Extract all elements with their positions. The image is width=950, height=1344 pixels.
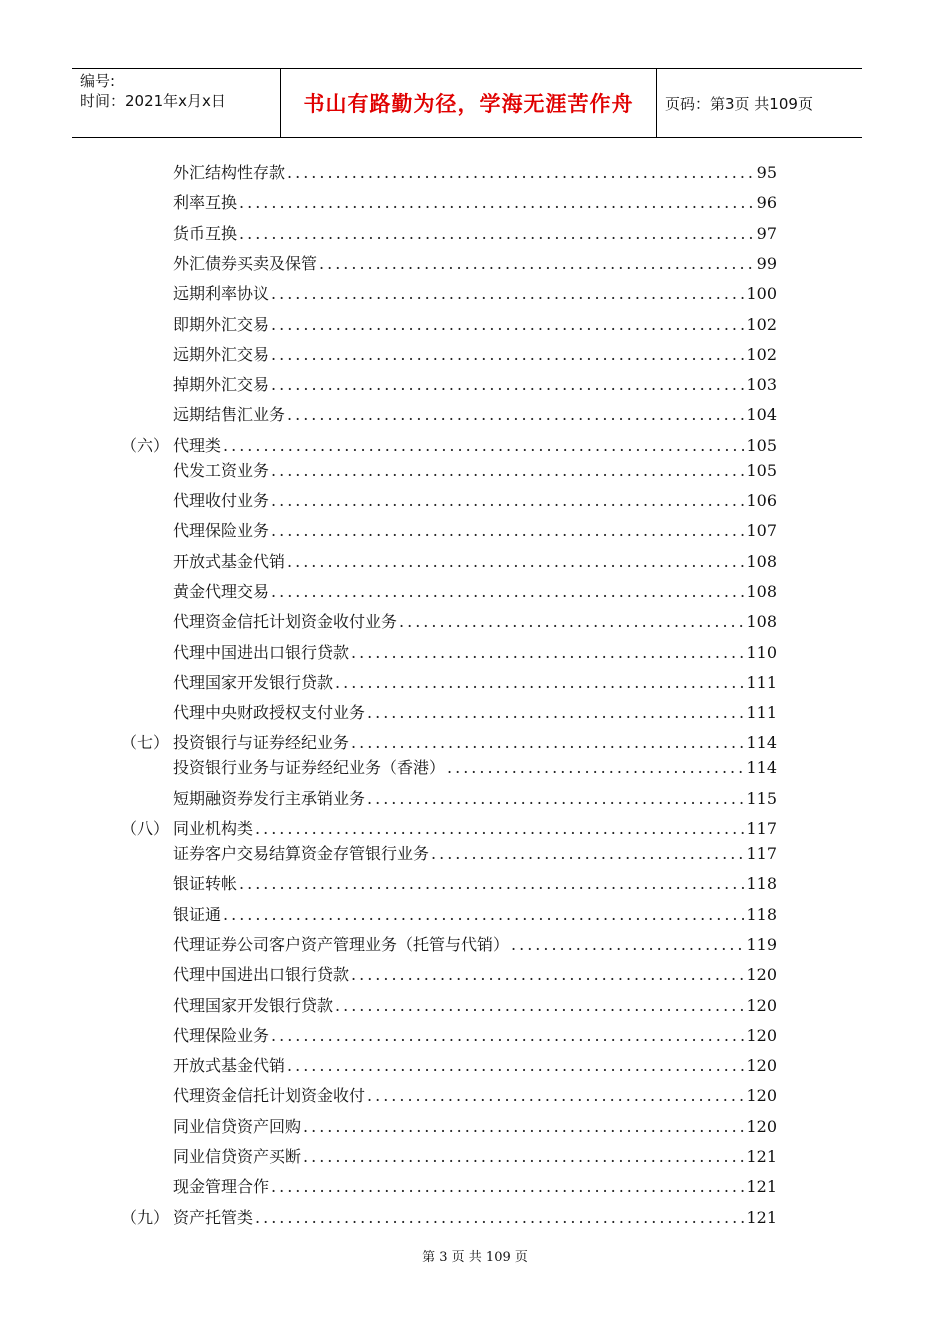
toc-dot-leader <box>271 460 744 482</box>
toc-entry-label: 短期融资券发行主承销业务 <box>173 788 366 808</box>
toc-page-number: 110 <box>746 642 777 662</box>
toc-page-number: 108 <box>746 551 777 571</box>
toc-page-number: 117 <box>746 844 777 863</box>
toc-page-number: 111 <box>746 672 777 692</box>
toc-entry[interactable] <box>173 253 777 275</box>
toc-entry[interactable] <box>173 1085 777 1107</box>
toc-entry-label: 外汇结构性存款 <box>173 163 286 182</box>
toc-page-number: 106 <box>746 491 777 510</box>
toc-page-number: 96 <box>756 193 777 213</box>
toc-entry[interactable] <box>173 611 777 633</box>
toc-page-number: 120 <box>746 1056 777 1076</box>
toc-entry-label: 货币互换 <box>173 223 238 243</box>
toc-entry[interactable] <box>173 581 777 603</box>
toc-entry-label: 代理国家开发银行贷款 <box>173 672 334 692</box>
page-header <box>72 68 862 138</box>
toc-page-number: 120 <box>746 1025 777 1045</box>
toc-dot-leader <box>271 490 744 512</box>
toc-entry-label: 远期外汇交易 <box>173 344 270 364</box>
toc-dot-leader <box>399 611 744 633</box>
toc-entry[interactable] <box>173 344 777 366</box>
toc-entry[interactable] <box>173 223 777 245</box>
toc-entry-label: 现金管理合作 <box>173 1177 270 1197</box>
toc-page-number: 114 <box>746 733 777 753</box>
toc-entry-label: 代发工资业务 <box>173 460 270 480</box>
toc-dot-leader <box>271 520 744 542</box>
toc-dot-leader <box>271 314 744 336</box>
toc-page-number: 120 <box>746 995 777 1015</box>
toc-page-number: 117 <box>746 819 777 838</box>
toc-dot-leader <box>303 1116 744 1138</box>
toc-entry[interactable] <box>173 283 777 305</box>
toc-entry[interactable] <box>121 732 777 754</box>
toc-entry-label: 代理中国进出口银行贷款 <box>173 642 350 662</box>
toc-page-number: 105 <box>746 460 777 480</box>
toc-page-number: 104 <box>746 405 777 425</box>
serial-label: 编号: <box>80 72 116 90</box>
toc-entry[interactable] <box>173 460 777 482</box>
toc-dot-leader <box>303 1146 744 1168</box>
toc-entry[interactable] <box>173 934 777 956</box>
toc-section-number: （六） <box>121 435 170 455</box>
toc-dot-leader <box>335 672 744 694</box>
toc-entry[interactable] <box>173 404 777 426</box>
toc-entry-label: 开放式基金代销 <box>173 1056 286 1076</box>
toc-dot-leader <box>319 253 755 275</box>
toc-entry-label: 代理保险业务 <box>173 1025 270 1045</box>
toc-dot-leader <box>239 192 755 214</box>
toc-entry-label: 远期结售汇业务 <box>173 405 286 425</box>
toc-page-number: 118 <box>746 904 777 924</box>
toc-dot-leader <box>223 435 744 457</box>
toc-page-number: 103 <box>746 375 777 395</box>
toc-dot-leader <box>351 732 744 754</box>
toc-page-number: 115 <box>746 788 777 808</box>
toc-entry-label: 同业信贷资产买断 <box>173 1147 302 1166</box>
toc-entry-label: 代理中国进出口银行贷款 <box>173 965 350 985</box>
toc-entry-label: 同业机构类 <box>173 819 254 838</box>
toc-dot-leader <box>511 934 744 956</box>
toc-entry[interactable] <box>173 192 777 214</box>
toc-page-number: 121 <box>746 1147 777 1166</box>
toc-entry-label: 黄金代理交易 <box>173 581 270 601</box>
toc-entry-label: 外汇债券买卖及保管 <box>173 253 318 273</box>
toc-page-number: 120 <box>746 1116 777 1136</box>
toc-dot-leader <box>271 581 744 603</box>
toc-dot-leader <box>287 551 744 573</box>
toc-entry-label: 代理国家开发银行贷款 <box>173 995 334 1015</box>
toc-page-number: 108 <box>746 612 777 632</box>
toc-page-number: 108 <box>746 581 777 601</box>
toc-entry-label: 代理中央财政授权支付业务 <box>173 703 366 723</box>
toc-entry-label: 代理收付业务 <box>173 491 270 510</box>
toc-entry-label: 代理证券公司客户资产管理业务（托管与代销） <box>173 934 510 954</box>
toc-entry-label: 远期利率协议 <box>173 284 270 304</box>
toc-entry[interactable] <box>121 1207 777 1229</box>
toc-entry[interactable] <box>173 1055 777 1077</box>
toc-dot-leader <box>271 1025 744 1047</box>
toc-entry[interactable] <box>173 551 777 573</box>
toc-dot-leader <box>255 1207 744 1229</box>
toc-page-number: 119 <box>746 934 777 954</box>
toc-dot-leader <box>223 904 744 926</box>
toc-entry[interactable] <box>173 314 777 336</box>
header-page-info: 页码：第3页 共109页 <box>665 94 813 113</box>
toc-dot-leader <box>287 1055 744 1077</box>
toc-page-number: 99 <box>756 253 777 273</box>
toc-entry[interactable] <box>173 873 777 895</box>
time-label: 时间：2021年x月x日 <box>80 92 226 110</box>
toc-dot-leader <box>351 642 744 664</box>
toc-entry[interactable] <box>121 818 777 840</box>
toc-entry-label: 代理资金信托计划资金收付业务 <box>173 612 398 632</box>
toc-page-number: 97 <box>756 223 777 243</box>
toc-entry[interactable] <box>173 904 777 926</box>
toc-section-number: （九） <box>121 1207 170 1227</box>
header-meta <box>72 69 281 137</box>
toc-page-number: 120 <box>746 1086 777 1106</box>
toc-entry-label: 掉期外汇交易 <box>173 375 270 395</box>
toc-entry[interactable] <box>173 843 777 865</box>
toc-entry[interactable] <box>173 1146 777 1168</box>
toc-entry[interactable] <box>173 490 777 512</box>
toc-entry-label: 投资银行业务与证券经纪业务（香港） <box>173 758 446 778</box>
toc-entry-label: 银证通 <box>173 904 222 924</box>
toc-page-number: 121 <box>746 1177 777 1197</box>
toc-dot-leader <box>367 788 744 810</box>
toc-dot-leader <box>271 344 744 366</box>
toc-page-number: 107 <box>746 521 777 541</box>
toc-entry[interactable] <box>173 788 777 810</box>
toc-entry[interactable] <box>173 1025 777 1047</box>
toc-entry[interactable] <box>173 995 777 1017</box>
toc-page-number: 105 <box>746 435 777 455</box>
toc-entry-label: 证券客户交易结算资金存管银行业务 <box>173 844 430 863</box>
toc-entry[interactable] <box>173 1176 777 1198</box>
toc-entry[interactable] <box>173 964 777 986</box>
toc-page-number: 114 <box>746 758 777 778</box>
toc-entry-label: 开放式基金代销 <box>173 551 286 571</box>
toc-entry[interactable] <box>173 1116 777 1138</box>
toc-dot-leader <box>367 1085 744 1107</box>
toc-entry[interactable] <box>173 520 777 542</box>
toc-entry-label: 代理类 <box>173 435 222 455</box>
toc-entry-label: 资产托管类 <box>173 1207 254 1227</box>
toc-entry-label: 投资银行与证券经纪业务 <box>173 733 350 753</box>
toc-page-number: 100 <box>746 284 777 304</box>
toc-dot-leader <box>239 223 755 245</box>
toc-dot-leader <box>239 873 744 895</box>
toc-dot-leader <box>271 374 744 396</box>
toc-dot-leader <box>351 964 744 986</box>
toc-dot-leader <box>367 702 744 724</box>
toc-entry[interactable] <box>173 702 777 724</box>
toc-page-number: 102 <box>746 314 777 334</box>
toc-section-number: （七） <box>121 733 170 753</box>
toc-page-number: 102 <box>746 344 777 364</box>
toc-page-number: 111 <box>746 703 777 723</box>
toc-page-number: 121 <box>746 1207 777 1227</box>
toc-dot-leader <box>271 1176 744 1198</box>
toc-entry-label: 代理保险业务 <box>173 521 270 541</box>
toc-entry-label: 即期外汇交易 <box>173 314 270 334</box>
toc-section-number: （八） <box>121 819 170 838</box>
toc-page-number: 120 <box>746 965 777 985</box>
toc-dot-leader <box>335 995 744 1017</box>
header-slogan: 书山有路勤为径，学海无涯苦作舟 <box>281 69 657 137</box>
toc-dot-leader <box>271 283 744 305</box>
page-footer: 第 3 页 共 109 页 <box>422 1250 528 1265</box>
toc-dot-leader <box>255 818 744 840</box>
toc-entry-label: 利率互换 <box>173 193 238 213</box>
toc-entry-label: 同业信贷资产回购 <box>173 1116 302 1136</box>
toc-dot-leader <box>447 757 744 779</box>
toc-dot-leader <box>287 404 744 426</box>
toc-entry[interactable] <box>173 757 777 779</box>
toc-entry-label: 代理资金信托计划资金收付 <box>173 1086 366 1106</box>
toc-dot-leader <box>431 843 744 865</box>
toc-entry-label: 银证转帐 <box>173 874 238 894</box>
toc-entry[interactable] <box>173 162 777 184</box>
toc-entry[interactable] <box>173 672 777 694</box>
toc-entry[interactable] <box>173 642 777 664</box>
toc-entry[interactable] <box>173 374 777 396</box>
toc-page-number: 118 <box>746 874 777 894</box>
toc-page-number: 95 <box>756 163 777 182</box>
toc-entry[interactable] <box>121 435 777 457</box>
toc-dot-leader <box>287 162 755 184</box>
